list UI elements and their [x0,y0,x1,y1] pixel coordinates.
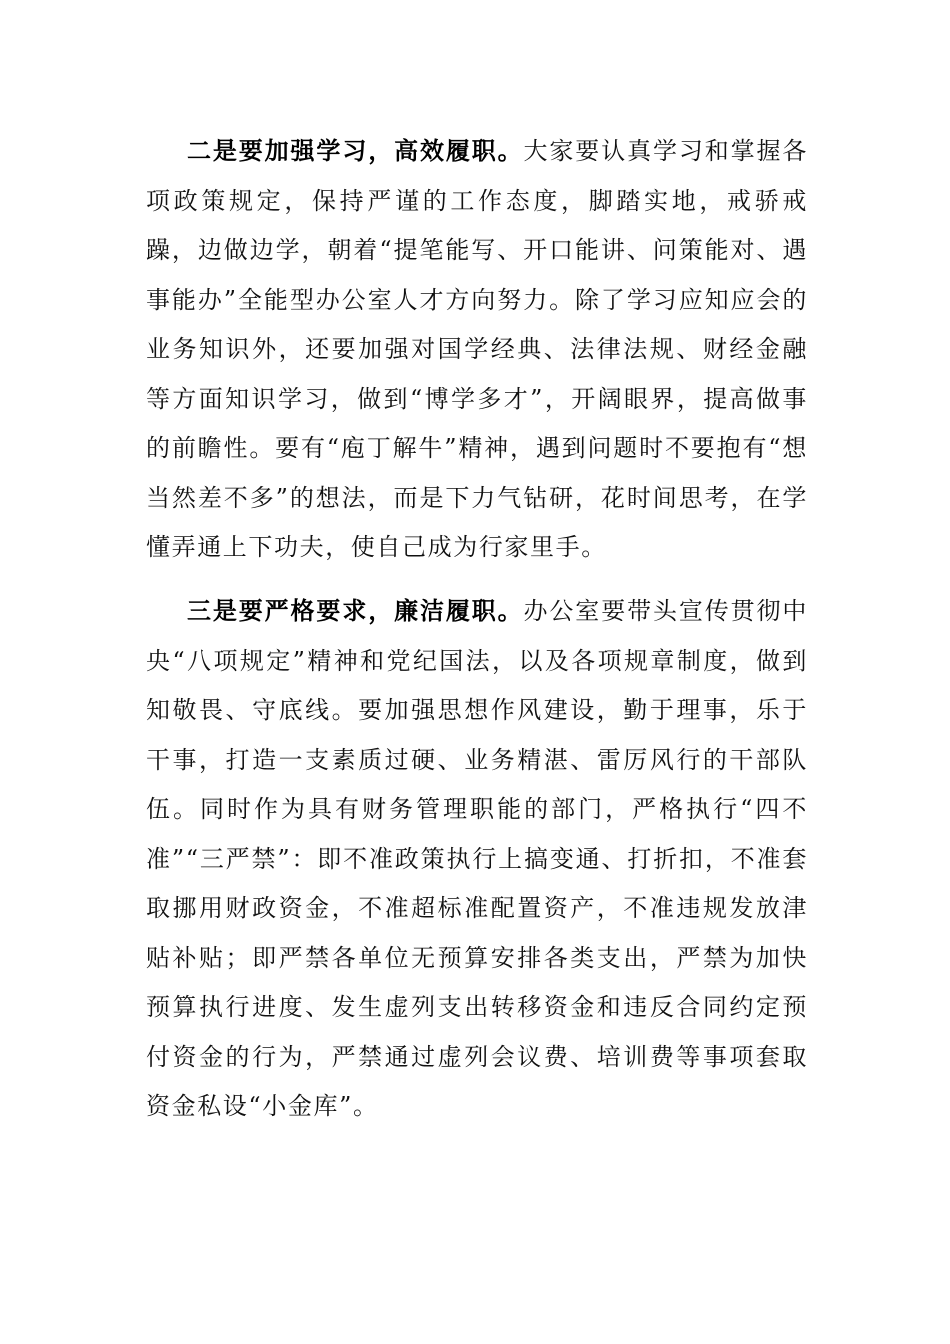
paragraph-study [146,127,808,573]
paragraph-integrity [146,587,808,1132]
paragraph-body-text: 大家要认真学习和掌握各项政策规定，保持严谨的工作态度，脚踏实地，戒骄戒躁，边做边学，朝着“提笔能写、开口能讲、问策能对、遇事能办”全能型办公室人才方向努力。除了学习应知应会的业务知识外，还要加强对国学经典、法律法规、财经金融等方面知识学习，做到“博学多才”，开阔眼界，提高做事的前瞻性。要有“庖丁解牛”精神，遇到问题时不要抱有“想当然差不多”的想法，而是下力气钻研，花时间思考，在学懂弄通上下功夫，使自己成为行家里手。 [146,137,808,561]
paragraph-lead-heading: 二是要加强学习，高效履职。 [187,137,524,165]
paragraph-lead-heading: 三是要严格要求，廉洁履职。 [187,597,524,625]
paragraph-body-text: 办公室要带头宣传贯彻中央“八项规定”精神和党纪国法，以及各项规章制度，做到知敬畏、守底线。要加强思想作风建设，勤于理事，乐于干事，打造一支素质过硬、业务精湛、雷厉风行的干部队伍。同时作为具有财务管理职能的部门，严格执行“四不准”“三严禁”：即不准政策执行上搞变通、打折扣，不准套取挪用财政资金，不准超标准配置资产，不准违规发放津贴补贴；即严禁各单位无预算安排各类支出，严禁为加快预算执行进度、发生虚列支出转移资金和违反合同约定预付资金的行为，严禁通过虚列会议费、培训费等事项套取资金私设“小金库”。 [146,597,808,1120]
